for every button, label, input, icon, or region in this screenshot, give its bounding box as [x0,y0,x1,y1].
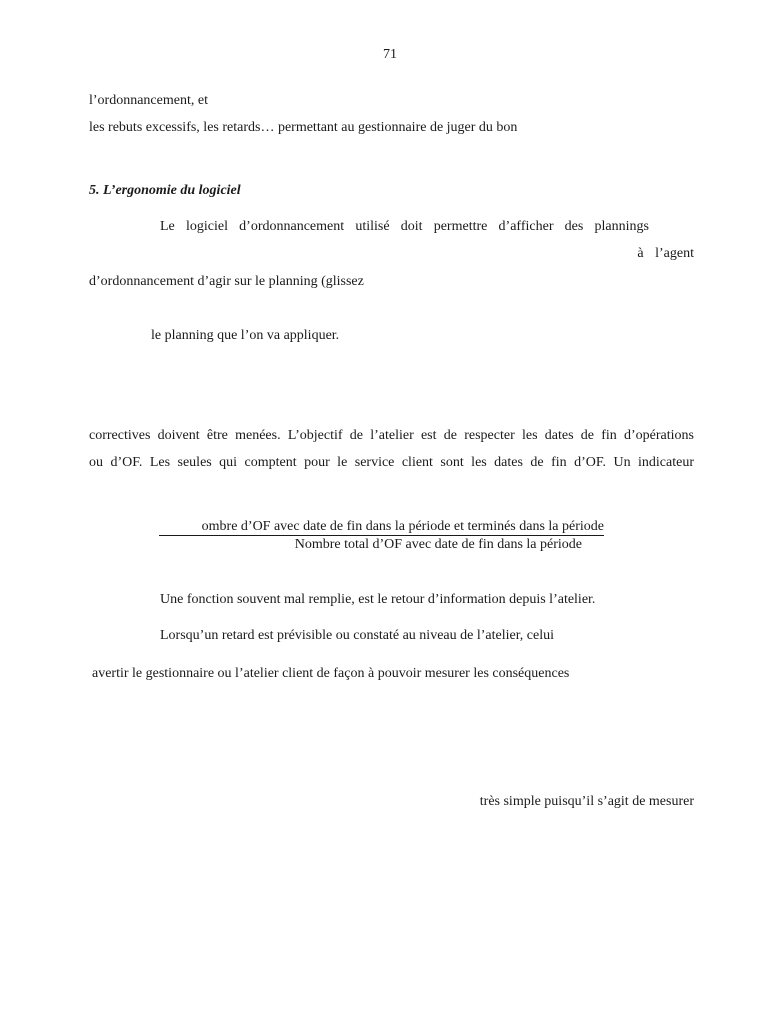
text-line: Le logiciel d’ordonnancement utilisé doit permettre d’afficher des plannings [160,219,649,234]
text-line: très simple puisqu’il s’agit de mesurer [479,794,694,809]
text-line: le planning que l’on va appliquer. [151,328,340,343]
section-heading: 5. L’ergonomie du logiciel [89,183,241,198]
text-line: les rebuts excessifs, les retards… permettant au gestionnaire de juger du bon [89,120,518,135]
text-line: l’ordonnancement, et [89,93,208,108]
text-line: Une fonction souvent mal remplie, est le retour d’information depuis l’atelier. [160,592,596,607]
text-line: avertir le gestionnaire ou l’atelier client de façon à pouvoir mesurer les conséquences [92,666,570,681]
text-line: Lorsqu’un retard est prévisible ou constaté au niveau de l’atelier, celui [160,628,555,643]
formula-numerator: ombre d’OF avec date de fin dans la période et terminés dans la période [159,518,604,536]
formula [159,518,604,554]
page-number: 71 [383,47,397,62]
formula-denominator: Nombre total d’OF avec date de fin dans la période [294,537,582,552]
text-line: à l’agent [637,246,694,261]
text-line: d’ordonnancement d’agir sur le planning (glissez [89,274,364,289]
text-line: correctives doivent être menées. L’objectif de l’atelier est de respecter les dates de fin d’opérations [89,428,694,443]
text-line: ou d’OF. Les seules qui comptent pour le service client sont les dates de fin d’OF. Un indicateur [89,455,694,470]
